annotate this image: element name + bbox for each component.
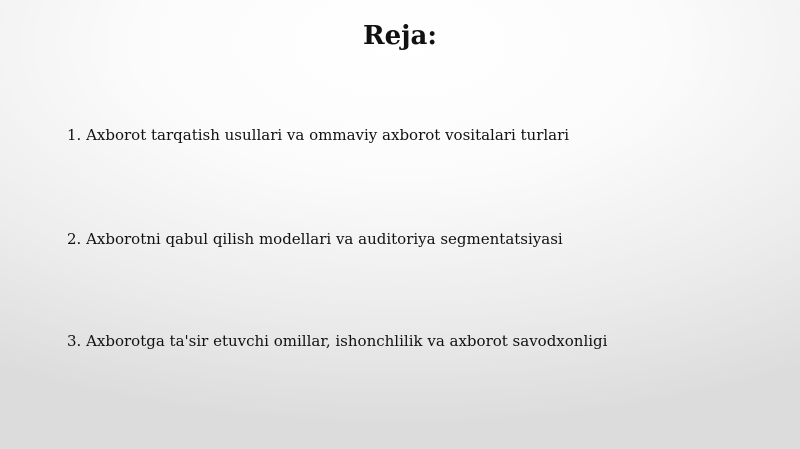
plan-item-1: 1. Axborot tarqatish usullari va ommaviy axborot vositalari turlari (67, 126, 570, 144)
slide-title: Reja: (362, 21, 437, 51)
plan-item-2: 2. Axborotni qabul qilish modellari va auditoriya segmentatsiyasi (67, 230, 563, 248)
plan-item-3: 3. Axborotga ta'sir etuvchi omillar, ishonchlilik va axborot savodxonligi (67, 332, 608, 350)
